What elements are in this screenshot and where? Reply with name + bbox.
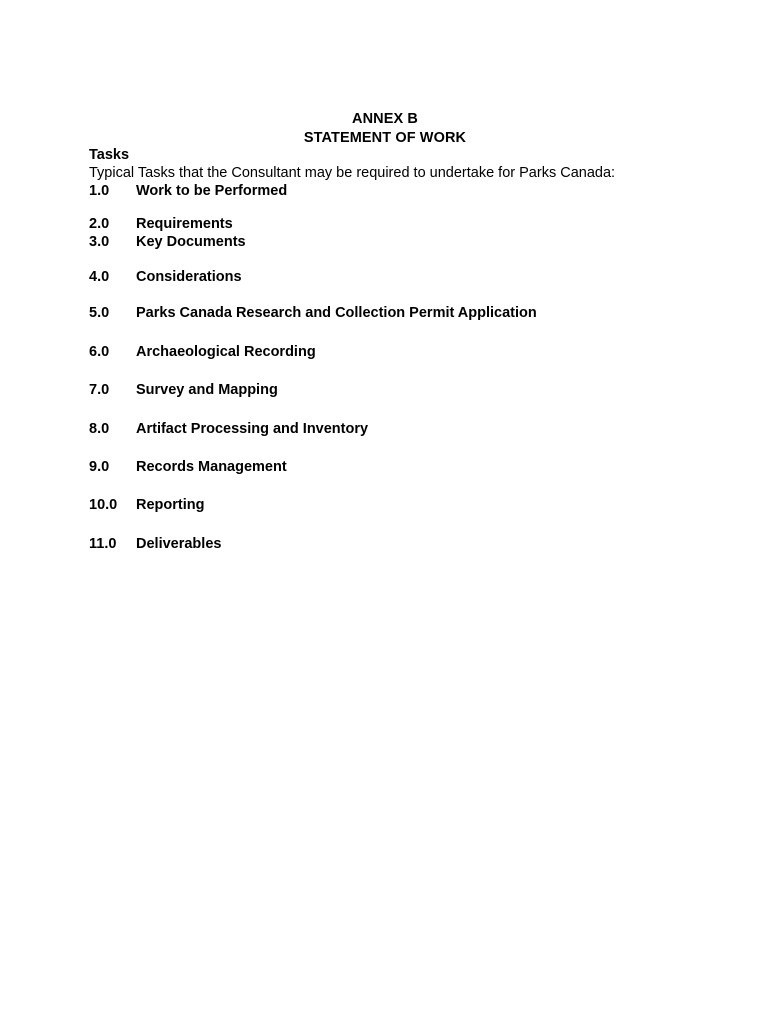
item-number: 2.0: [89, 216, 110, 232]
annex-title: ANNEX B: [352, 111, 418, 127]
item-number: 6.0: [89, 344, 110, 360]
item-label: Parks Canada Research and Collection Permit Application: [136, 305, 537, 321]
item-number: 5.0: [89, 305, 110, 321]
item-label: Key Documents: [136, 234, 246, 250]
item-number: 3.0: [89, 234, 110, 250]
item-number: 4.0: [89, 269, 110, 285]
item-number: 10.0: [89, 497, 118, 513]
list-item: [89, 233, 246, 251]
item-label: Survey and Mapping: [136, 382, 278, 398]
list-item: [89, 182, 287, 200]
list-item: [89, 304, 537, 322]
item-label: Artifact Processing and Inventory: [136, 421, 369, 437]
item-number: 8.0: [89, 421, 110, 437]
list-item: [89, 381, 278, 399]
list-item: [89, 535, 221, 553]
tasks-intro: Typical Tasks that the Consultant may be required to undertake for Parks Canada:: [89, 165, 616, 181]
item-number: 11.0: [89, 536, 117, 552]
list-item: [89, 215, 233, 233]
item-number: 9.0: [89, 459, 110, 475]
list-item: [89, 420, 368, 438]
item-label: Requirements: [136, 216, 233, 232]
item-label: Considerations: [136, 269, 242, 285]
item-label: Reporting: [136, 497, 205, 513]
item-number: 7.0: [89, 382, 110, 398]
item-number: 1.0: [89, 183, 110, 199]
list-item: [89, 496, 204, 514]
item-label: Work to be Performed: [136, 183, 288, 199]
list-item: [89, 343, 316, 361]
list-item: [89, 268, 242, 286]
statement-title: STATEMENT OF WORK: [303, 130, 467, 146]
item-label: Records Management: [136, 459, 287, 475]
item-label: Deliverables: [136, 536, 222, 552]
item-label: Archaeological Recording: [136, 344, 316, 360]
tasks-heading: Tasks: [89, 147, 130, 163]
list-item: [89, 458, 287, 476]
